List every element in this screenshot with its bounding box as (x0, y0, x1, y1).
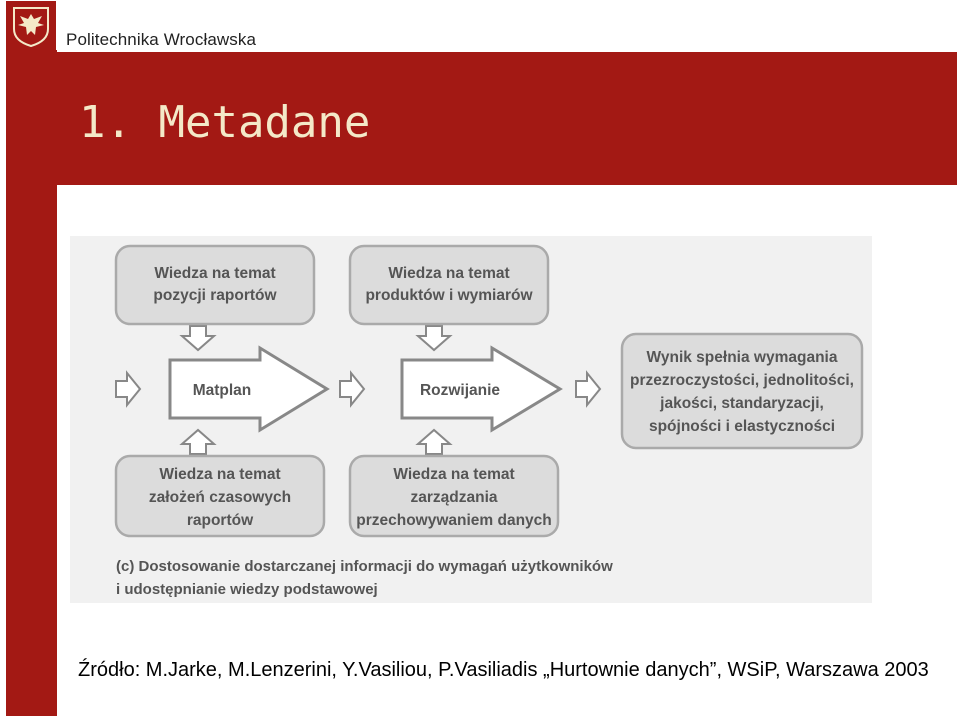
caption-line: (c) Dostosowanie dostarczanej informacji do wymagań użytkowników (116, 558, 613, 575)
rozwijanie-label: Rozwijanie (419, 382, 501, 399)
up-arrow-icon (182, 430, 214, 454)
box-text: raportów (186, 512, 254, 529)
box-text: zarządzania (410, 489, 498, 506)
university-logo (6, 1, 56, 50)
diagram-svg (70, 236, 872, 603)
result-text: przezroczystości, jednolitości, (630, 372, 854, 389)
box-text: przechowywaniem danych (356, 512, 552, 529)
box-text: Wiedza na temat (393, 466, 515, 483)
down-arrow-icon (418, 326, 450, 350)
slide-title: 1. Metadane (79, 97, 371, 148)
matplan-label: Matplan (192, 382, 252, 399)
result-text: jakości, standaryzacji, (660, 395, 824, 412)
box-text: produktów i wymiarów (365, 287, 533, 304)
result-text: Wynik spełnia wymagania (646, 349, 838, 366)
left-brand-bar (6, 50, 57, 716)
box-text: Wiedza na temat (388, 265, 510, 282)
box-text: Wiedza na temat (159, 466, 281, 483)
connector-arrow-icon (576, 373, 600, 405)
input-arrow-icon (116, 373, 140, 405)
diagram-caption (116, 558, 613, 598)
source-citation: Źródło: M.Jarke, M.Lenzerini, Y.Vasiliou, P.Vasiliadis „Hurtownie danych”, WSiP, Warszawa 2003 (78, 659, 929, 681)
box-top-left (116, 246, 314, 324)
university-name: Politechnika Wrocławska (66, 30, 257, 49)
diagram-figure (70, 236, 872, 603)
title-bar (57, 52, 957, 185)
connector-arrow-icon (340, 373, 364, 405)
eagle-crest-icon (11, 5, 51, 47)
down-arrow-icon (182, 326, 214, 350)
box-text: Wiedza na temat (154, 265, 276, 282)
result-text: spójności i elastyczności (648, 418, 836, 435)
box-top-mid (350, 246, 548, 324)
up-arrow-icon (418, 430, 450, 454)
box-text: pozycji raportów (153, 287, 277, 304)
caption-line: i udostępnianie wiedzy podstawowej (116, 581, 378, 598)
box-text: założeń czasowych (148, 489, 292, 506)
